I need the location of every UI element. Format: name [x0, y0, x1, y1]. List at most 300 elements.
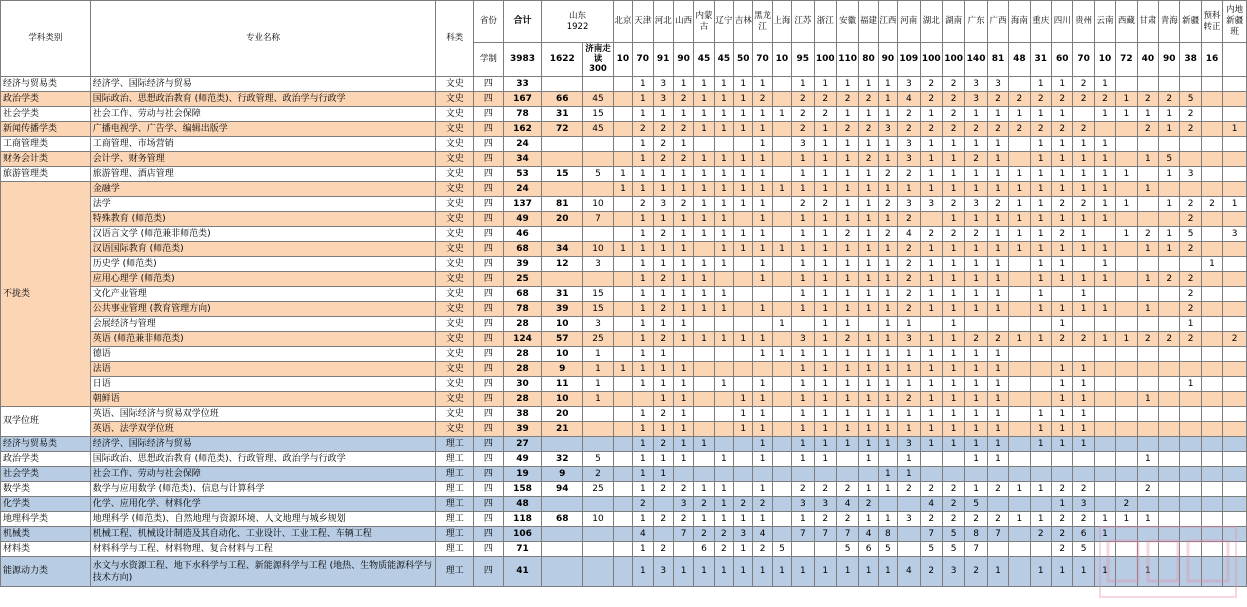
- province-quota-cell: [1159, 557, 1180, 587]
- province-quota-cell: 1: [965, 182, 987, 197]
- province-quota-cell: 2: [1030, 122, 1051, 137]
- header-province-quota-20: 31: [1030, 43, 1051, 77]
- province-quota-cell: 1: [1052, 77, 1073, 92]
- province-quota-cell: 4: [753, 527, 772, 542]
- province-quota-cell: [613, 317, 632, 332]
- province-quota-cell: 2: [898, 302, 920, 317]
- province-quota-cell: 1: [1094, 512, 1115, 527]
- province-quota-cell: 1: [734, 512, 753, 527]
- total-cell: 78: [503, 302, 542, 317]
- province-quota-cell: 1: [859, 272, 878, 287]
- province-quota-cell: [714, 407, 733, 422]
- province-quota-cell: 1: [836, 137, 858, 152]
- province-quota-cell: [878, 497, 897, 512]
- province-quota-cell: [673, 467, 693, 482]
- province-quota-cell: [1030, 362, 1051, 377]
- province-quota-cell: 3: [898, 437, 920, 452]
- major-name-cell: 德语: [90, 347, 436, 362]
- province-quota-cell: 1: [859, 242, 878, 257]
- province-quota-cell: [1052, 347, 1073, 362]
- province-quota-cell: 1: [653, 242, 673, 257]
- province-quota-cell: 1: [714, 182, 733, 197]
- province-quota-cell: 7: [673, 527, 693, 542]
- header-province-24: 西藏: [1116, 1, 1137, 43]
- province-quota-cell: [1094, 452, 1115, 467]
- province-quota-cell: [1116, 137, 1137, 152]
- field-cell: 文史: [436, 122, 474, 137]
- province-quota-cell: 1: [878, 272, 897, 287]
- province-quota-cell: 1: [1030, 242, 1051, 257]
- major-name-cell: 机械工程、机械设计制造及其自动化、工业设计、工业工程、车辆工程: [90, 527, 436, 542]
- province-quota-cell: 2: [653, 437, 673, 452]
- province-quota-cell: [814, 542, 836, 557]
- province-quota-cell: 1: [1009, 512, 1030, 527]
- header-province-18: 广西: [987, 1, 1008, 43]
- study-length-cell: 四: [474, 452, 504, 467]
- header-province-10: 浙江: [814, 1, 836, 43]
- province-quota-cell: [1201, 347, 1222, 362]
- jinan-day-cell: 1: [583, 362, 614, 377]
- province-quota-cell: 1: [653, 467, 673, 482]
- province-quota-cell: 1: [878, 392, 897, 407]
- province-quota-cell: [1201, 437, 1222, 452]
- province-quota-cell: 1: [859, 347, 878, 362]
- province-quota-cell: 1: [920, 272, 942, 287]
- subject-category-cell: 旅游管理类: [1, 167, 91, 182]
- header-jinan-day-quota: 300: [589, 64, 607, 74]
- shandong-cell: [542, 77, 583, 92]
- province-quota-cell: 1: [753, 182, 772, 197]
- subject-category-cell: 数学类: [1, 482, 91, 497]
- province-quota-cell: [1180, 152, 1201, 167]
- province-quota-cell: 1: [1073, 212, 1094, 227]
- province-quota-cell: [1201, 497, 1222, 512]
- province-quota-cell: 1: [965, 407, 987, 422]
- province-quota-cell: [613, 527, 632, 542]
- province-quota-cell: 1: [1009, 182, 1030, 197]
- province-quota-cell: 1: [1094, 257, 1115, 272]
- province-quota-cell: 1: [1052, 377, 1073, 392]
- jinan-day-cell: [583, 497, 614, 512]
- field-cell: 文史: [436, 152, 474, 167]
- province-quota-cell: [1159, 137, 1180, 152]
- province-quota-cell: 4: [920, 497, 942, 512]
- province-quota-cell: 1: [987, 287, 1008, 302]
- header-province-quota-28: 16: [1201, 43, 1222, 77]
- province-quota-cell: [772, 167, 791, 182]
- province-quota-cell: [898, 542, 920, 557]
- shandong-cell: 31: [542, 107, 583, 122]
- province-quota-cell: [613, 377, 632, 392]
- province-quota-cell: 1: [673, 377, 693, 392]
- province-quota-cell: 1: [734, 197, 753, 212]
- subject-category-cell: 社会学类: [1, 467, 91, 482]
- total-cell: 30: [503, 377, 542, 392]
- field-cell: 理工: [436, 437, 474, 452]
- total-cell: 68: [503, 242, 542, 257]
- province-quota-cell: 1: [1073, 422, 1094, 437]
- province-quota-cell: 1: [920, 377, 942, 392]
- jinan-day-cell: 5: [583, 452, 614, 467]
- province-quota-cell: [1009, 272, 1030, 287]
- total-cell: 38: [503, 407, 542, 422]
- province-quota-cell: 1: [694, 77, 714, 92]
- province-quota-cell: 2: [878, 167, 897, 182]
- field-cell: 文史: [436, 422, 474, 437]
- province-quota-cell: 1: [653, 362, 673, 377]
- province-quota-cell: 1: [734, 407, 753, 422]
- province-quota-cell: 5: [1073, 542, 1094, 557]
- shandong-cell: [542, 557, 583, 587]
- province-quota-cell: [1052, 452, 1073, 467]
- study-length-cell: 四: [474, 212, 504, 227]
- province-quota-cell: 1: [942, 242, 964, 257]
- province-quota-cell: 1: [1137, 107, 1158, 122]
- province-quota-cell: 2: [1137, 92, 1158, 107]
- province-quota-cell: 1: [942, 437, 964, 452]
- province-quota-cell: [613, 437, 632, 452]
- province-quota-cell: 1: [633, 362, 653, 377]
- jinan-day-cell: [583, 542, 614, 557]
- major-name-cell: 旅游管理、酒店管理: [90, 167, 436, 182]
- province-quota-cell: 1: [814, 422, 836, 437]
- province-quota-cell: [1009, 392, 1030, 407]
- province-quota-cell: [694, 362, 714, 377]
- province-quota-cell: [792, 467, 814, 482]
- province-quota-cell: 1: [1030, 482, 1051, 497]
- province-quota-cell: 2: [898, 257, 920, 272]
- province-quota-cell: 1: [613, 362, 632, 377]
- field-cell: 文史: [436, 77, 474, 92]
- province-quota-cell: 1: [836, 317, 858, 332]
- province-quota-cell: 1: [613, 182, 632, 197]
- province-quota-cell: 1: [878, 152, 897, 167]
- province-quota-cell: [1009, 257, 1030, 272]
- province-quota-cell: 2: [673, 92, 693, 107]
- shandong-cell: 12: [542, 257, 583, 272]
- province-quota-cell: [1116, 242, 1137, 257]
- province-quota-cell: 1: [753, 422, 772, 437]
- province-quota-cell: 1: [987, 302, 1008, 317]
- province-quota-cell: [1009, 152, 1030, 167]
- province-quota-cell: 1: [714, 227, 733, 242]
- province-quota-cell: 1: [694, 92, 714, 107]
- study-length-cell: 四: [474, 317, 504, 332]
- province-quota-cell: [1009, 467, 1030, 482]
- province-quota-cell: [613, 467, 632, 482]
- province-quota-cell: [1201, 107, 1222, 122]
- province-quota-cell: 4: [633, 527, 653, 542]
- jinan-day-cell: 25: [583, 482, 614, 497]
- table-row: [1, 242, 1247, 257]
- province-quota-cell: [1159, 182, 1180, 197]
- study-length-cell: 四: [474, 137, 504, 152]
- province-quota-cell: 1: [753, 227, 772, 242]
- province-quota-cell: 1: [878, 182, 897, 197]
- province-quota-cell: 1: [814, 227, 836, 242]
- province-quota-cell: 1: [753, 452, 772, 467]
- province-quota-cell: 3: [965, 92, 987, 107]
- province-quota-cell: 2: [753, 497, 772, 512]
- total-cell: 28: [503, 362, 542, 377]
- study-length-cell: 四: [474, 227, 504, 242]
- province-quota-cell: 1: [836, 422, 858, 437]
- header-province: 省份: [474, 1, 504, 43]
- province-quota-cell: 1: [1094, 107, 1115, 122]
- province-quota-cell: 8: [965, 527, 987, 542]
- province-quota-cell: 1: [792, 407, 814, 422]
- province-quota-cell: 1: [987, 392, 1008, 407]
- major-name-cell: 广播电视学、广告学、编辑出版学: [90, 122, 436, 137]
- province-quota-cell: 2: [965, 557, 987, 587]
- province-quota-cell: 1: [920, 137, 942, 152]
- province-quota-cell: 1: [1201, 257, 1222, 272]
- province-quota-cell: [753, 362, 772, 377]
- province-quota-cell: 1: [673, 422, 693, 437]
- province-quota-cell: 2: [653, 332, 673, 347]
- province-quota-cell: 3: [942, 557, 964, 587]
- header-province-quota-12: 80: [859, 43, 878, 77]
- header-province-25: 甘肃: [1137, 1, 1158, 43]
- table-row: [1, 287, 1247, 302]
- province-quota-cell: 2: [1201, 197, 1222, 212]
- study-length-cell: 四: [474, 347, 504, 362]
- province-quota-cell: [1159, 422, 1180, 437]
- province-quota-cell: 1: [792, 152, 814, 167]
- province-quota-cell: 5: [942, 542, 964, 557]
- province-quota-cell: 1: [613, 242, 632, 257]
- province-quota-cell: [613, 272, 632, 287]
- province-quota-cell: [1116, 527, 1137, 542]
- table-row: [1, 272, 1247, 287]
- province-quota-cell: [1030, 497, 1051, 512]
- province-quota-cell: 1: [1009, 212, 1030, 227]
- province-quota-cell: 1: [653, 422, 673, 437]
- province-quota-cell: 1: [714, 302, 733, 317]
- province-quota-cell: [613, 347, 632, 362]
- province-quota-cell: 2: [1137, 227, 1158, 242]
- province-quota-cell: 1: [792, 362, 814, 377]
- province-quota-cell: [1201, 302, 1222, 317]
- province-quota-cell: 1: [653, 167, 673, 182]
- province-quota-cell: 2: [673, 482, 693, 497]
- province-quota-cell: 1: [814, 437, 836, 452]
- header-province-quota-9: 95: [792, 43, 814, 77]
- province-quota-cell: [1009, 137, 1030, 152]
- province-quota-cell: 2: [1052, 122, 1073, 137]
- province-quota-cell: [613, 302, 632, 317]
- study-length-cell: 四: [474, 422, 504, 437]
- province-quota-cell: [613, 452, 632, 467]
- province-quota-cell: 1: [987, 362, 1008, 377]
- province-quota-cell: 1: [859, 77, 878, 92]
- province-quota-cell: 1: [633, 317, 653, 332]
- province-quota-cell: 1: [965, 287, 987, 302]
- study-length-cell: 四: [474, 437, 504, 452]
- province-quota-cell: [1159, 467, 1180, 482]
- province-quota-cell: 1: [633, 542, 653, 557]
- province-quota-cell: 3: [1073, 497, 1094, 512]
- province-quota-cell: 2: [942, 77, 964, 92]
- province-quota-cell: 1: [987, 377, 1008, 392]
- province-quota-cell: 2: [836, 122, 858, 137]
- province-quota-cell: 1: [878, 77, 897, 92]
- province-quota-cell: [613, 137, 632, 152]
- province-quota-cell: [1030, 317, 1051, 332]
- table-row: [1, 302, 1247, 317]
- province-quota-cell: [1116, 422, 1137, 437]
- province-quota-cell: 1: [814, 287, 836, 302]
- province-quota-cell: 2: [859, 152, 878, 167]
- province-quota-cell: 1: [633, 287, 653, 302]
- province-quota-cell: [1116, 392, 1137, 407]
- province-quota-cell: 2: [792, 92, 814, 107]
- province-quota-cell: [1137, 437, 1158, 452]
- field-cell: 文史: [436, 137, 474, 152]
- province-quota-cell: [1009, 317, 1030, 332]
- province-quota-cell: [1137, 212, 1158, 227]
- province-quota-cell: 1: [753, 257, 772, 272]
- province-quota-cell: [1009, 422, 1030, 437]
- major-name-cell: 法学: [90, 197, 436, 212]
- table-row: [1, 107, 1247, 122]
- province-quota-cell: 2: [792, 107, 814, 122]
- field-cell: 理工: [436, 467, 474, 482]
- province-quota-cell: [1223, 482, 1247, 497]
- province-quota-cell: 1: [878, 332, 897, 347]
- header-province-quota-16: 100: [942, 43, 964, 77]
- province-quota-cell: 1: [836, 407, 858, 422]
- province-quota-cell: 1: [1073, 287, 1094, 302]
- province-quota-cell: 1: [1159, 242, 1180, 257]
- field-cell: 文史: [436, 287, 474, 302]
- province-quota-cell: 1: [942, 137, 964, 152]
- province-quota-cell: [1223, 152, 1247, 167]
- province-quota-cell: 2: [898, 392, 920, 407]
- table-row: [1, 557, 1247, 587]
- province-quota-cell: [1201, 77, 1222, 92]
- province-quota-cell: 1: [792, 452, 814, 467]
- province-quota-cell: [1201, 377, 1222, 392]
- province-quota-cell: [772, 287, 791, 302]
- header-province-7: 黑龙江: [753, 1, 772, 43]
- province-quota-cell: [772, 137, 791, 152]
- table-row: [1, 212, 1247, 227]
- province-quota-cell: [694, 317, 714, 332]
- province-quota-cell: 1: [859, 482, 878, 497]
- province-quota-cell: 2: [942, 92, 964, 107]
- province-quota-cell: 1: [942, 152, 964, 167]
- province-quota-cell: [772, 212, 791, 227]
- major-name-cell: 法语: [90, 362, 436, 377]
- province-quota-cell: 1: [836, 302, 858, 317]
- province-quota-cell: 1: [653, 452, 673, 467]
- subject-category-cell: 经济与贸易类: [1, 77, 91, 92]
- province-quota-cell: 2: [920, 557, 942, 587]
- major-name-cell: 日语: [90, 377, 436, 392]
- province-quota-cell: [772, 152, 791, 167]
- header-jinan-day: [583, 43, 614, 77]
- province-quota-cell: [1009, 287, 1030, 302]
- province-quota-cell: 1: [814, 332, 836, 347]
- province-quota-cell: [1116, 317, 1137, 332]
- province-quota-cell: 1: [987, 242, 1008, 257]
- header-province-15: 湖北: [920, 1, 942, 43]
- province-quota-cell: 1: [878, 407, 897, 422]
- province-quota-cell: 1: [920, 107, 942, 122]
- province-quota-cell: [714, 347, 733, 362]
- total-cell: 53: [503, 167, 542, 182]
- province-quota-cell: 4: [898, 92, 920, 107]
- province-quota-cell: 2: [814, 107, 836, 122]
- province-quota-cell: [694, 467, 714, 482]
- province-quota-cell: 1: [1159, 107, 1180, 122]
- province-quota-cell: 2: [987, 512, 1008, 527]
- province-quota-cell: 1: [753, 482, 772, 497]
- province-quota-cell: [772, 497, 791, 512]
- table-row: [1, 497, 1247, 512]
- province-quota-cell: 1: [694, 122, 714, 137]
- shandong-cell: 20: [542, 212, 583, 227]
- province-quota-cell: 5: [942, 527, 964, 542]
- province-quota-cell: 1: [1094, 182, 1115, 197]
- province-quota-cell: 1: [920, 362, 942, 377]
- province-quota-cell: 1: [734, 542, 753, 557]
- province-quota-cell: [714, 467, 733, 482]
- study-length-cell: 四: [474, 257, 504, 272]
- province-quota-cell: 1: [1009, 197, 1030, 212]
- province-quota-cell: 1: [878, 482, 897, 497]
- jinan-day-cell: [583, 272, 614, 287]
- header-shandong-name: 山东: [569, 10, 587, 21]
- province-quota-cell: 3: [898, 152, 920, 167]
- province-quota-cell: 1: [1116, 92, 1137, 107]
- jinan-day-cell: 5: [583, 167, 614, 182]
- province-quota-cell: 1: [734, 122, 753, 137]
- total-cell: 71: [503, 542, 542, 557]
- header-province-17: 广东: [965, 1, 987, 43]
- province-quota-cell: 1: [814, 122, 836, 137]
- total-cell: 158: [503, 482, 542, 497]
- header-province-9: 江苏: [792, 1, 814, 43]
- province-quota-cell: 1: [1052, 152, 1073, 167]
- province-quota-cell: [1223, 512, 1247, 527]
- province-quota-cell: 1: [1073, 377, 1094, 392]
- province-quota-cell: 1: [920, 332, 942, 347]
- province-quota-cell: [1116, 347, 1137, 362]
- province-quota-cell: 1: [753, 302, 772, 317]
- province-quota-cell: [613, 542, 632, 557]
- province-quota-cell: 1: [1137, 152, 1158, 167]
- province-quota-cell: [613, 227, 632, 242]
- province-quota-cell: [898, 497, 920, 512]
- province-quota-cell: 2: [653, 227, 673, 242]
- province-quota-cell: 4: [898, 557, 920, 587]
- province-quota-cell: 1: [965, 422, 987, 437]
- header-shandong: [542, 1, 613, 43]
- jinan-day-cell: 3: [583, 317, 614, 332]
- header-province-quota-18: 81: [987, 43, 1008, 77]
- header-grand-total: 3983: [503, 43, 542, 77]
- province-quota-cell: [1201, 542, 1222, 557]
- province-quota-cell: 2: [920, 77, 942, 92]
- province-quota-cell: 1: [734, 107, 753, 122]
- province-quota-cell: [1137, 527, 1158, 542]
- header-province-29: 内地新疆班: [1223, 1, 1247, 43]
- shandong-cell: [542, 437, 583, 452]
- jinan-day-cell: 3: [583, 257, 614, 272]
- province-quota-cell: 2: [1073, 197, 1094, 212]
